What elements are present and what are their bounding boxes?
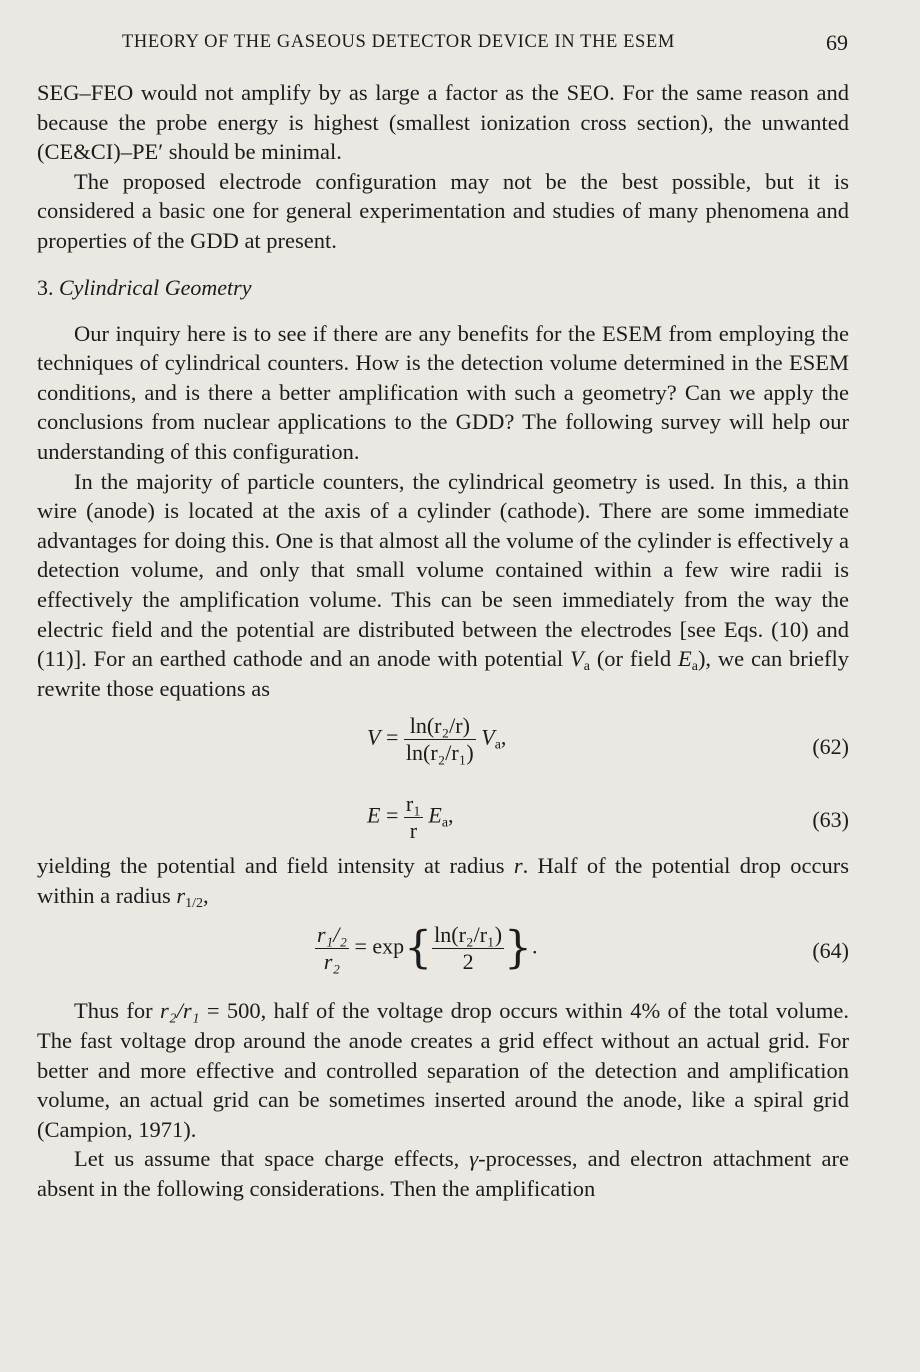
eq62-lhs: V [367,724,381,750]
p4-text-a: In the majority of particle counters, the cylindrical geometry is used. In this, a thin wire (anode) is located at the axis of a cylinder (cathode). There are some immediate advantages for doing this. One is that almost all the volume of the cylinder is effectively a detection volume, and only that small volume contained within a few wire radii is effectively the amplification volume. This can be seen immediately from the way the electric field and the potential are distributed between the electrodes [see Eqs. (10) and (11)]. For an earthed cathode and an anode with potential [37,468,849,672]
equation-number-62: (62) [812,734,849,760]
r-symbol: r [513,853,523,879]
va-symbol: V [570,646,584,672]
eq64-lhs-denominator: r₂ [315,948,349,975]
eq62-denominator: ln(r₂/r₁) [405,740,474,766]
paragraph-3: Our inquiry here is to see if there are any benefits for the ESEM from employing the techniques of cylindrical counters. How is the detection volume determined in the ESEM conditions, and is there a better amplification with such a geometry? Can we apply the conclusions from nuclear applications to the GDD? The following survey will help our understanding of this configuration. [37,320,849,464]
section-heading [37,274,849,302]
paragraph-2: The proposed electrode configuration may not be the best possible, but it is considered a basic one for general experimentation and studies of many phenomena and properties of the GDD at present. [37,168,849,253]
running-title: THEORY OF THE GASEOUS DETECTOR DEVICE IN THE ESEM [122,32,675,52]
equation-number-64: (64) [812,938,849,964]
paragraph-4 [37,467,849,704]
eq62-fraction [404,713,476,766]
eq64-lhs-fraction [315,922,349,975]
eq64-lhs-numerator: r₁/₂ [317,922,347,948]
p6-text-a: Thus for [74,998,153,1024]
section-number: 3. [37,274,54,300]
right-brace-icon: } [504,922,533,974]
equation-62: V = $\frac{\text{ln(r₂/r)}}{\text{ln(r₂/r₁)}}$ $V_a$, (62) [367,713,849,766]
eq63-rhs-sub: a [441,815,449,831]
eq63-fraction [404,791,423,844]
r-half-subscript: 1/2 [185,895,204,911]
equation-number-63: (63) [812,807,849,833]
ea-subscript: a [691,659,698,675]
eq63-lhs: E [367,802,381,828]
eq64-fraction [432,922,504,975]
p7-text-a: Let us assume that space charge effects, [74,1146,460,1172]
va-subscript: a [583,659,590,675]
eq64-denominator: 2 [432,948,504,975]
eq63-denominator: r [404,817,423,844]
paragraph-7 [37,1144,849,1203]
p7-text-c: -processes, and electron attachment are absent in the following considerations. Then the amplification [37,1146,849,1202]
ea-symbol: E [677,646,692,672]
eq64-numerator: ln(r₂/r₁) [434,922,503,948]
eq62-numerator: ln(r₂/r) [409,713,470,739]
r-half-symbol: r [176,882,186,908]
p4-text-c: ), we can briefly rewrite those equations as [37,646,850,701]
eq62-rhs: V [481,724,495,750]
p6-text-b: = 500, half of the voltage drop occurs within 4% of the total volume. The fast voltage drop around the anode creates a grid effect without an actual grid. For better and more effective and controlled separation of the detection and amplification volume, an actual grid can be sometimes inserted around the anode, like a spiral grid (Campion, 1971). [37,998,850,1142]
eq62-rhs-sub: a [494,737,501,753]
section-title: Cylindrical Geometry [59,274,252,300]
p5-text-a: yielding the potential and field intensity at radius [37,853,505,879]
equation-63: E = $\frac{\text{r₁}}{r}$ $E_a$, (63) [367,791,849,844]
eq64-function: exp [372,934,405,960]
p5-text-b: . Half of the potential drop occurs within a radius [37,853,849,908]
equation-64: $\frac{\text{r₁/₂}}{\text{r₂}}$ = exp{ $\frac{\text{ln(r₂/r₁)}}{2}$ }. (64) [317,922,849,975]
left-brace-icon: { [404,922,433,974]
eq63-numerator: r₁ [405,791,421,817]
page-number: 69 [826,30,848,55]
paragraph-5: yielding the potential and field intensity at radius r. Half of the potential drop occurs within a radius $r_{1/2}$, [37,853,849,911]
gamma-symbol: γ [469,1146,479,1172]
paragraph-6 [37,996,849,1144]
paragraph-1: SEG–FEO would not amplify by as large a factor as the SEO. For the same reason and because the probe energy is highest (smallest ionization cross section), the unwanted (CE&CI)–PE′ should be minimal. [37,80,849,165]
eq63-rhs: E [428,802,442,828]
ratio-symbol: r₂/r₁ [160,998,200,1024]
body-text [37,78,849,1204]
p4-text-b: (or field [596,646,672,672]
